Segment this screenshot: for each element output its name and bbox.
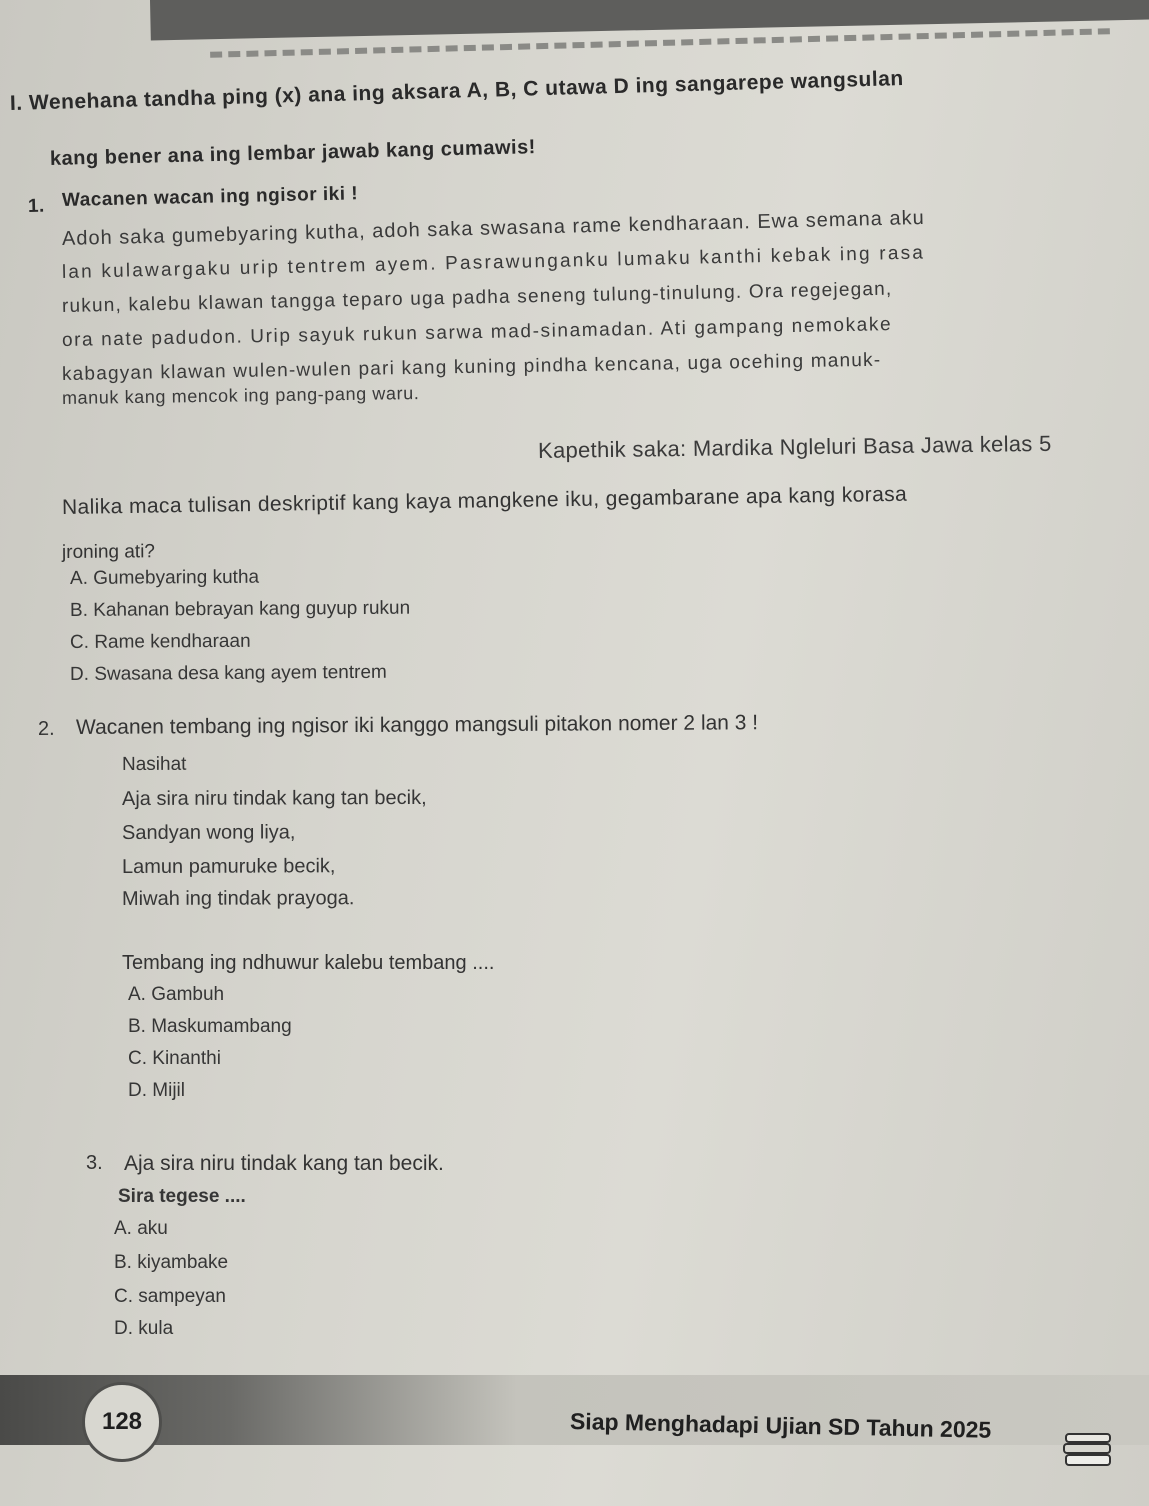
q1-reading-line-2: lan kulawargaku urip tentrem ayem. Pasrawunganku lumaku kanthi kebak ing rasa [61,242,926,283]
q1-option-b[interactable]: B. Kahanan bebrayan kang guyup rukun [69,597,411,621]
q1-reading-line-5: kabagyan klawan wulen-wulen pari kang kuning pindha kencana, uga ocehing manuk- [61,349,882,385]
q2-option-c[interactable]: C. Kinanthi [128,1048,221,1069]
q2-poem-line-3: Lamun pamuruke becik, [121,855,336,878]
q2-prompt: Wacanen tembang ing ngisor iki kanggo mangsuli pitakon nomer 2 lan 3 ! [75,711,759,739]
q1-reading-line-4: ora nate padudon. Urip sayuk rukun sarwa mad-sinamadan. Ati gampang nemokake [61,314,893,351]
book-stack-icon [1060,1430,1114,1470]
q3-option-d[interactable]: D. kula [114,1318,174,1339]
q2-poem-line-4: Miwah ing tindak prayoga. [121,887,355,910]
q3-option-c[interactable]: C. sampeyan [114,1286,226,1307]
q2-poem-line-2: Sandyan wong liya, [121,821,296,844]
q2-number: 2. [37,717,55,740]
q2-poem-title: Nasihat [121,753,187,775]
q1-reading-line-6: manuk kang mencok ing pang-pang waru. [61,383,420,408]
instruction-line-1: I. Wenehana tandha ping (x) ana ing aksara A, B, C utawa D ing sangarepe wangsulan [9,67,904,115]
q2-option-b[interactable]: B. Maskumambang [128,1016,292,1037]
q3-question: Sira tegese .... [118,1186,246,1207]
q3-number: 3. [86,1152,103,1174]
instruction-line-2: kang bener ana ing lembar jawab kang cumawis! [49,136,537,170]
q1-number: 1. [27,195,46,217]
q2-question: Tembang ing ndhuwur kalebu tembang .... [122,952,495,974]
q3-option-b[interactable]: B. kiyambake [114,1252,229,1273]
q1-option-a[interactable]: A. Gumebyaring kutha [69,566,260,589]
q2-option-a[interactable]: A. Gambuh [128,984,225,1005]
q1-option-c[interactable]: C. Rame kendharaan [69,630,251,653]
q1-question-line-1: Nalika maca tulisan deskriptif kang kaya mangkene iku, gegambarane apa kang korasa [61,482,908,519]
q1-prompt: Wacanen wacan ing ngisor iki ! [61,183,359,211]
q1-option-d[interactable]: D. Swasana desa kang ayem tentrem [69,661,387,685]
page-number: 128 [101,1408,143,1435]
footer-book-title: Siap Menghadapi Ujian SD Tahun 2025 [569,1408,992,1443]
q1-source-citation: Kapethik saka: Mardika Ngleluri Basa Jawa kelas 5 [537,430,1052,463]
q2-option-d[interactable]: D. Mijil [128,1080,185,1101]
q2-poem-line-1: Aja sira niru tindak kang tan becik, [121,786,427,810]
q3-prompt: Aja sira niru tindak kang tan becik. [124,1152,444,1175]
q1-reading-line-1: Adoh saka gumebyaring kutha, adoh saka swasana rame kendharaan. Ewa semana aku [61,206,925,250]
q1-question-line-2: jroning ati? [61,541,156,563]
page-number-badge [82,1382,162,1462]
q3-option-a[interactable]: A. aku [114,1218,168,1239]
q1-reading-line-3: rukun, kalebu klawan tangga teparo uga padha seneng tulung-tinulung. Ora regejegan, [61,278,893,317]
